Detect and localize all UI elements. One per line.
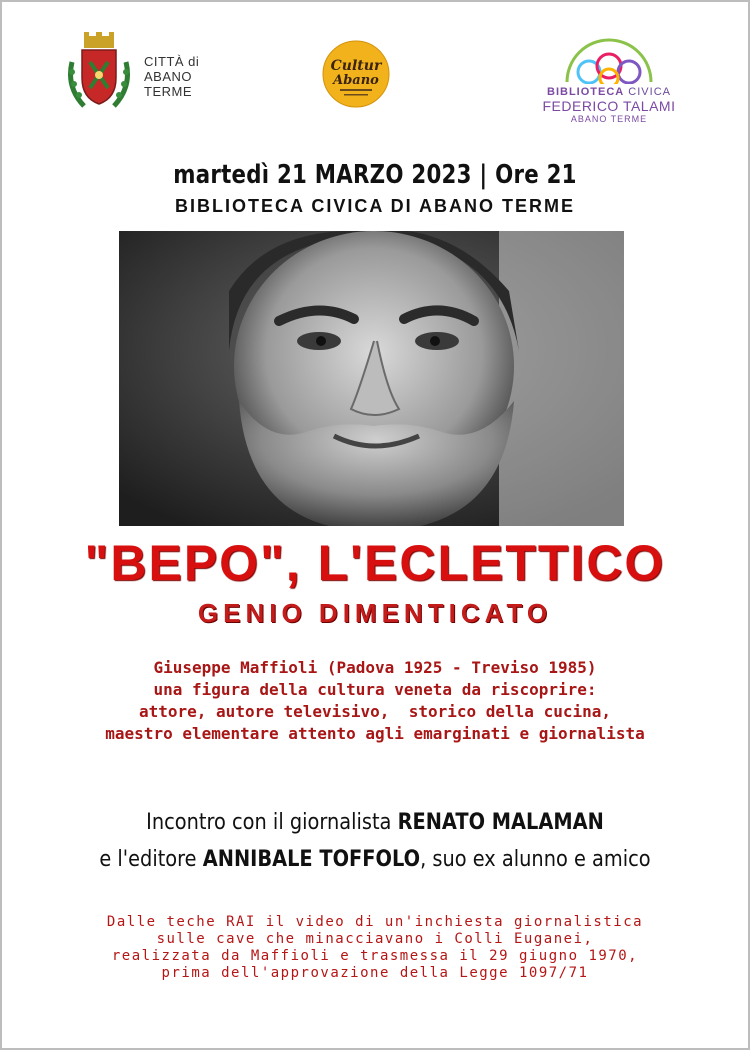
speaker-line-1: Incontro con il giornalista RENATO MALAMAN [146, 810, 604, 835]
speaker-line-2: e l'editore ANNIBALE TOFFOLO, suo ex alunno e amico [99, 847, 651, 872]
city-line: CITTÀ di [144, 54, 200, 69]
speaker-name-toffolo: ANNIBALE TOFFOLO [202, 847, 421, 872]
event-title: "BEPO", L'ECLETTICO [84, 535, 666, 591]
speakers [2, 804, 748, 878]
event-subtitle: GENIO DIMENTICATO [197, 598, 553, 628]
city-line: ABANO [144, 69, 193, 84]
rai-note-line: Dalle teche RAI il video di un'inchiesta giornalistica [106, 914, 644, 930]
event-venue: BIBLIOTECA CIVICA DI ABANO TERME [175, 196, 575, 216]
description-line: Giuseppe Maffioli (Padova 1925 - Treviso 1985) [153, 658, 597, 677]
library-arcs-icon [549, 38, 669, 84]
description-line: attore, autore televisivo, storico della cucina, [138, 702, 611, 721]
event-date: martedì 21 MARZO 2023 | Ore 21 [173, 160, 577, 190]
cultur-logo-line2: Abano [333, 73, 379, 88]
rai-note-line: realizzata da Maffioli e trasmessa il 29 giugno 1970, [111, 948, 639, 964]
library-line1: BIBLIOTECA CIVICA [547, 86, 671, 98]
cultur-abano-logo [322, 40, 390, 108]
description-line: una figura della cultura veneta da riscoprire: [153, 680, 597, 699]
portrait-image [119, 231, 624, 526]
city-name [144, 54, 199, 99]
cultur-logo-line1: Cultur [330, 58, 382, 74]
rai-note-line: prima dell'approvazione della Legge 1097/71 [161, 965, 589, 981]
portrait-photo [119, 231, 624, 526]
city-line: TERME [144, 84, 192, 99]
library-line3: ABANO TERME [570, 114, 648, 124]
speaker-name-malaman: RENATO MALAMAN [397, 810, 604, 835]
description-line: maestro elementare attento agli emarginati e giornalista [105, 724, 645, 743]
city-logo [64, 32, 214, 112]
rai-note-line: sulle cave che minacciavano i Colli Euganei, [156, 931, 594, 947]
library-line2: FEDERICO TALAMI [542, 98, 676, 114]
library-logo [534, 38, 684, 128]
description [2, 657, 748, 745]
city-crest-icon [64, 32, 134, 112]
rai-note [2, 914, 748, 982]
